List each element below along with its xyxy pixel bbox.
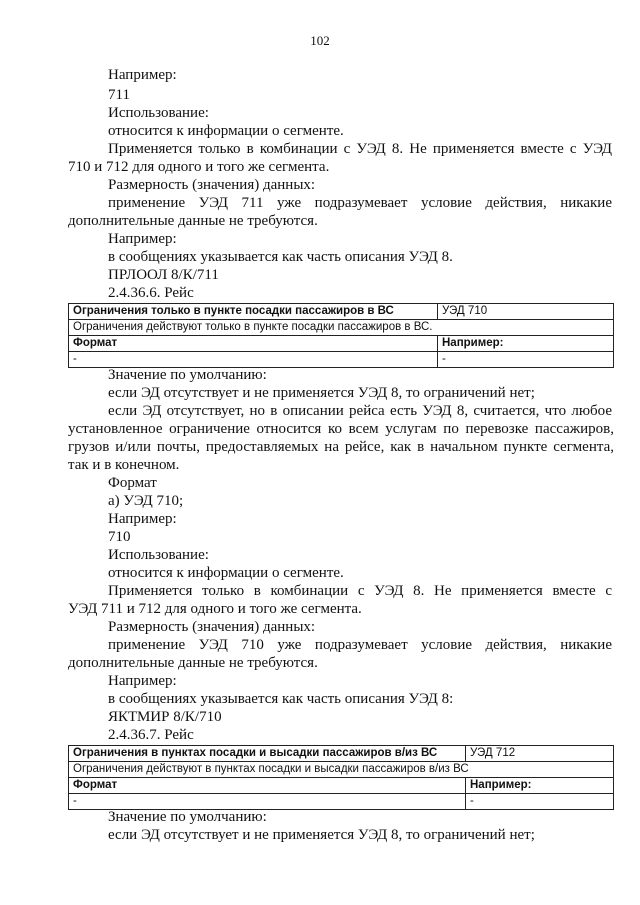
text-line: в сообщениях указывается как часть описания УЭД 8: <box>108 691 454 707</box>
text-line: Формат <box>108 475 157 491</box>
text-line: в сообщениях указывается как часть описания УЭД 8. <box>108 249 453 265</box>
text-line: Значение по умолчанию: <box>108 367 267 383</box>
text-line: Например: <box>108 673 177 689</box>
table-title: Ограничения только в пункте посадки пассажиров в ВС <box>69 304 438 320</box>
text-line: Значение по умолчанию: <box>108 809 267 825</box>
text-line: Например: <box>108 511 177 527</box>
text-line-justified: если ЭД отсутствует, но в описании рейса есть УЭД 8, считается, что любое <box>108 403 612 419</box>
table-example-header: Например: <box>438 336 614 352</box>
text-line: Например: <box>108 231 177 247</box>
table-title: Ограничения в пунктах посадки и высадки пассажиров в/из ВС <box>69 746 466 762</box>
text-line: УЭД 711 и 712 для одного и того же сегмента. <box>68 601 362 617</box>
text-line: ЯКТМИР 8/К/710 <box>108 709 222 725</box>
text-line-justified: Применяется только в комбинации с УЭД 8. Не применяется вместе с УЭД <box>108 141 612 157</box>
table-description: Ограничения действуют в пунктах посадки и высадки пассажиров в/из ВС <box>69 762 614 778</box>
text-line: ПРЛООЛ 8/К/711 <box>108 267 219 283</box>
section-heading: 2.4.36.7. Рейс <box>108 727 194 743</box>
table-format-value: - <box>69 352 438 368</box>
text-line: так и в конечном. <box>68 457 180 473</box>
text-line: Размерность (значения) данных: <box>108 619 316 635</box>
table-code: УЭД 712 <box>466 746 614 762</box>
spec-table-712 <box>68 745 614 810</box>
table-description: Ограничения действуют только в пункте посадки пассажиров в ВС. <box>69 320 614 336</box>
text-line-justified: применение УЭД 710 уже подразумевает условие действия, никакие <box>108 637 612 653</box>
table-code: УЭД 710 <box>438 304 614 320</box>
text-line-justified: установленное ограничение относится ко всем услугам по перевозке пассажиров, <box>68 421 614 437</box>
text-line: относится к информации о сегменте. <box>108 565 344 581</box>
text-line: относится к информации о сегменте. <box>108 123 344 139</box>
table-example-value: - <box>466 794 614 810</box>
page-number: 102 <box>310 33 330 48</box>
table-example-value: - <box>438 352 614 368</box>
text-line: если ЭД отсутствует и не применяется УЭД 8, то ограничений нет; <box>108 385 535 401</box>
section-heading: 2.4.36.6. Рейс <box>108 285 194 301</box>
text-line: 711 <box>108 87 130 103</box>
text-line: Использование: <box>108 547 209 563</box>
text-line: дополнительные данные не требуются. <box>68 213 318 229</box>
text-line: Размерность (значения) данных: <box>108 177 316 193</box>
table-example-header: Например: <box>466 778 614 794</box>
table-format-header: Формат <box>69 336 438 352</box>
text-line: Использование: <box>108 105 209 121</box>
table-format-header: Формат <box>69 778 466 794</box>
text-line: дополнительные данные не требуются. <box>68 655 318 671</box>
text-line-justified: грузов и/или почты, предоставляемых на рейсе, как в начальном пункте сегмента, <box>68 439 614 455</box>
table-format-value: - <box>69 794 466 810</box>
text-line: 710 <box>108 529 131 545</box>
text-line: Например: <box>108 67 177 83</box>
spec-table-710 <box>68 303 614 368</box>
text-line-justified: применение УЭД 711 уже подразумевает условие действия, никакие <box>108 195 612 211</box>
text-line: а) УЭД 710; <box>108 493 184 509</box>
text-line: если ЭД отсутствует и не применяется УЭД 8, то ограничений нет; <box>108 827 535 843</box>
text-line: 710 и 712 для одного и того же сегмента. <box>68 159 330 175</box>
text-line-justified: Применяется только в комбинации с УЭД 8. Не применяется вместе с <box>108 583 612 599</box>
